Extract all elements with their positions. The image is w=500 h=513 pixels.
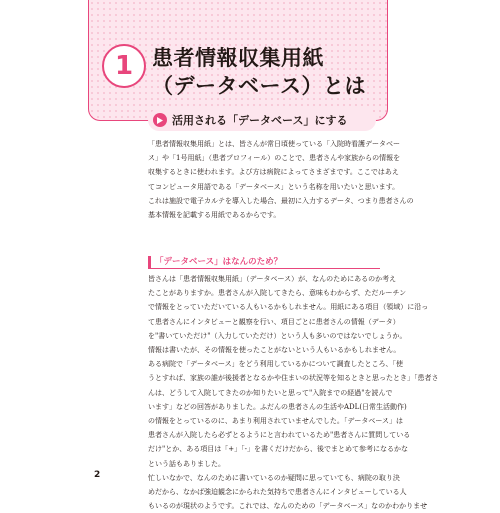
body-line: 情報は書いたが、その情報を使ったことがないという人もいるかもしれません。 [148, 346, 401, 355]
subsection-heading: 「データベース」はなんのため？ [148, 256, 380, 269]
body-line: 基本情報を記載する用紙であるからです。 [148, 211, 281, 220]
body-line: んは、どうして入院してきたのか知りたいと思って"入院までの経過"を読んで [148, 388, 393, 397]
chapter-title-line-2: （データベース）とは [152, 74, 366, 98]
section-heading [148, 109, 376, 131]
body-line: 患者さんが入院したら必ずとるようにと言われているため"患者さんに質問している [148, 431, 411, 440]
body-line: て患者さんにインタビューと観察を行い、項目ごとに患者さんの情報（データ） [148, 317, 400, 326]
body-line: ある病院で「データベース」をどう利用しているかについて調査したところ、「使 [148, 360, 404, 369]
body-line: もいるのが現状のようです。これでは、なんのための「データベース」なのかわかりませ [148, 502, 428, 511]
body-line: を"書いていただけ"（入力していただけ）という人も多いのではないでしょうか。 [148, 331, 407, 340]
chapter-number: 1 [114, 51, 134, 81]
section-heading-label: 活用される「データベース」にする [172, 114, 348, 127]
body-line: めだから、なかば強迫観念にかられた気持ちで患者さんにインタビューしている人 [148, 488, 407, 497]
subsection-body [148, 272, 439, 513]
body-line: うとすれば、家族の誰が後援者となるかや住まいの状況等を知るときと思ったとき」「患者さ [148, 374, 439, 383]
body-line: の情報をとっているのに、あまり利用されていませんでした。「データベース」は [148, 417, 404, 426]
body-line: 収集するときに使われます。よび方は病院によってさまざまです。ここではあえ [148, 168, 399, 177]
body-line: 皆さんは「患者情報収集用紙」（データベース）が、なんのためにあるのか考え [148, 275, 397, 283]
body-line: だけ"とか、ある項目は「+」「-」を書くだけだから、後でまとめて参考になるかな [148, 445, 408, 454]
play-icon [153, 113, 167, 127]
body-line: てコンピュータ用語である「データベース」という名称を用いたいと思います。 [148, 182, 400, 191]
body-line: たことがありますか。患者さんが入院してきたら、意味もわからず、ただルーチン [148, 289, 407, 298]
body-line: という話もありました。 [148, 459, 225, 468]
section-body [148, 137, 414, 222]
body-line: います」などの回答がありました。ふだんの患者さんの生活やADL(日常生活動作) [148, 402, 407, 411]
body-line: 「患者情報収集用紙」とは、皆さんが常日頃使っている「入院時看護データベー [148, 140, 400, 148]
page-number: 2 [94, 470, 101, 480]
body-line: で情報をとっていただいている人もいるかもしれません。用紙にある項目（領域）に沿っ [148, 303, 429, 312]
chapter-number-badge [102, 44, 146, 88]
body-line: ス」や「1号用紙」（患者プロフィール）のことで、患者さんや家族からの情報を [148, 154, 401, 163]
chapter-title-line-1: 患者情報収集用紙 [152, 46, 324, 70]
body-line: 忙しいなかで、なんのために書いているのか疑問に思っていても、病院の取り決 [148, 473, 400, 482]
body-line: これは施設で電子カルテを導入した場合、最初に入力するデータ、つまり患者さんの [148, 196, 414, 205]
